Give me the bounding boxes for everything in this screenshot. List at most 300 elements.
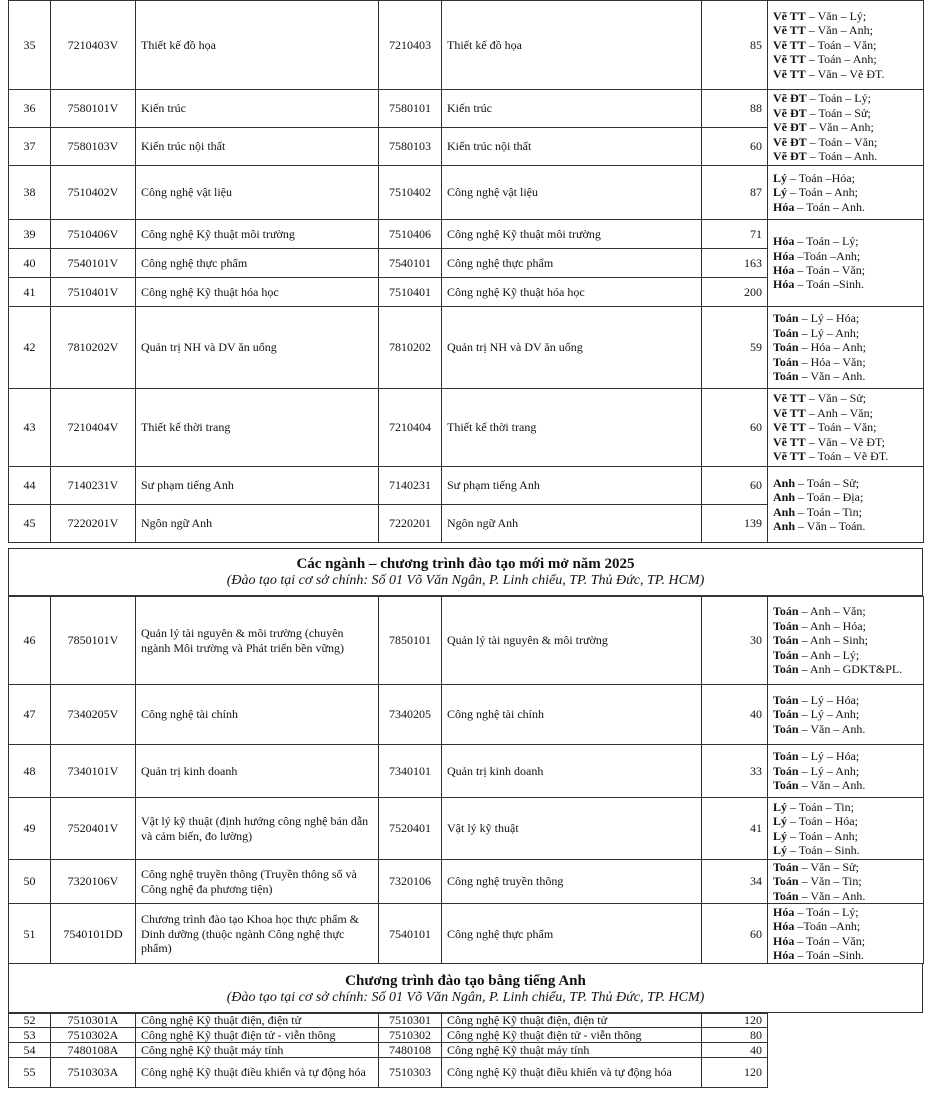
table-row <box>9 904 924 964</box>
combo-lead-subject: Hóa <box>773 904 795 919</box>
standard-major-code: 7210404 <box>379 389 442 467</box>
major-name: Công nghệ vật liệu <box>136 166 379 220</box>
combo-rest: –Toán –Anh; <box>794 248 861 263</box>
table-row <box>9 220 924 249</box>
table-row <box>9 1014 924 1028</box>
standard-major-name: Công nghệ thực phẩm <box>442 249 702 278</box>
standard-major-name: Kiến trúc <box>442 90 702 128</box>
combo-rest: – Toán – Anh; <box>787 185 858 200</box>
standard-major-name: Công nghệ tài chính <box>442 685 702 745</box>
row-number: 55 <box>9 1058 51 1088</box>
major-name: Vật lý kỹ thuật (định hướng công nghệ bán dẫn và cảm biến, đo lường) <box>136 798 379 860</box>
combo-lead-subject: Lý <box>773 799 788 814</box>
enrollment-quota: 88 <box>702 90 768 128</box>
combo-line <box>773 874 918 888</box>
combo-line <box>773 778 918 792</box>
major-name: Công nghệ thực phẩm <box>136 249 379 278</box>
row-number: 43 <box>9 389 51 467</box>
standard-major-code: 7320106 <box>379 860 442 904</box>
section-new-subheading: (Đào tạo tại cơ sở chính: Số 01 Võ Văn Ngân, P. Linh chiểu, TP. Thủ Đức, TP. HCM) <box>226 573 705 588</box>
table-row <box>9 467 924 505</box>
section-new-programs-header <box>8 548 923 596</box>
table-row <box>9 1058 924 1088</box>
combo-rest: – Toán – Văn; <box>805 420 877 435</box>
row-number: 46 <box>9 597 51 685</box>
table-row <box>9 1028 924 1043</box>
combo-line <box>773 106 918 120</box>
combo-lead-subject: Toán <box>773 604 799 619</box>
standard-major-code: 7340101 <box>379 745 442 798</box>
major-code: 7480108A <box>51 1043 136 1058</box>
combo-line <box>773 919 918 933</box>
row-number: 35 <box>9 1 51 90</box>
enrollment-quota: 85 <box>702 1 768 90</box>
combo-rest: – Văn – Anh. <box>798 888 866 903</box>
combo-lead-subject: Toán <box>773 749 799 764</box>
major-name: Chương trình đào tạo Khoa học thực phẩm & Dinh dưỡng (thuộc ngành Công nghệ thực phẩm) <box>136 904 379 964</box>
combo-rest: – Toán – Anh; <box>805 52 877 67</box>
enrollment-quota: 139 <box>702 505 768 543</box>
combo-lead-subject: Vẽ TT <box>773 449 806 464</box>
standard-major-code: 7480108 <box>379 1043 442 1058</box>
row-number: 53 <box>9 1028 51 1043</box>
combo-lead-subject: Vẽ ĐT <box>773 105 807 120</box>
major-code: 7580103V <box>51 128 136 166</box>
combo-rest: – Văn – Vẽ ĐT. <box>805 66 885 81</box>
major-code: 7320106V <box>51 860 136 904</box>
major-name: Thiết kế thời trang <box>136 389 379 467</box>
combo-lead-subject: Hóa <box>773 248 795 263</box>
combo-line <box>773 369 918 383</box>
row-number: 38 <box>9 166 51 220</box>
standard-major-name: Quản lý tài nguyên & môi trường <box>442 597 702 685</box>
section-new-heading: Các ngành – chương trình đào tạo mới mở năm 2025 <box>296 556 635 572</box>
combo-line <box>773 311 918 325</box>
subject-combinations <box>768 685 924 745</box>
table-row <box>9 307 924 389</box>
standard-major-code: 7220201 <box>379 505 442 543</box>
row-number: 45 <box>9 505 51 543</box>
table-row <box>9 1 924 90</box>
combo-line <box>773 905 918 919</box>
combo-line <box>773 91 918 105</box>
combo-line <box>773 435 918 449</box>
combo-line <box>773 648 918 662</box>
majors-table-part-1 <box>8 0 924 543</box>
standard-major-name: Công nghệ Kỹ thuật môi trường <box>442 220 702 249</box>
combo-line <box>773 764 918 778</box>
combo-line <box>773 934 918 948</box>
row-number: 40 <box>9 249 51 278</box>
combo-lead-subject: Toán <box>773 888 799 903</box>
combo-line <box>773 860 918 874</box>
combo-line <box>773 814 918 828</box>
combo-lead-subject: Toán <box>773 311 799 326</box>
combo-rest: – Hóa – Anh; <box>798 340 866 355</box>
combo-line <box>773 420 918 434</box>
standard-major-name: Công nghệ vật liệu <box>442 166 702 220</box>
combo-lead-subject: Hóa <box>773 234 795 249</box>
subject-combinations <box>768 90 924 166</box>
combo-line <box>773 800 918 814</box>
subject-combinations <box>768 904 924 964</box>
enrollment-quota: 60 <box>702 904 768 964</box>
table-row <box>9 685 924 745</box>
combo-line <box>773 406 918 420</box>
combo-rest: – Toán – Địa; <box>795 490 864 505</box>
major-name: Công nghệ Kỹ thuật máy tính <box>136 1043 379 1058</box>
combo-line <box>773 9 918 23</box>
combo-rest: – Văn – Anh. <box>798 721 866 736</box>
combo-rest: –Toán –Anh; <box>794 919 861 934</box>
combo-lead-subject: Anh <box>773 490 796 505</box>
combo-lead-subject: Hóa <box>773 199 795 214</box>
combo-lead-subject: Toán <box>773 692 799 707</box>
subject-combinations <box>768 220 924 307</box>
combo-line <box>773 722 918 736</box>
combo-line <box>773 449 918 463</box>
section-en-subheading: (Đào tạo tại cơ sở chính: Số 01 Võ Văn Ngân, P. Linh chiểu, TP. Thủ Đức, TP. HCM) <box>226 990 705 1005</box>
row-number: 44 <box>9 467 51 505</box>
combo-line <box>773 662 918 676</box>
combo-rest: – Hóa – Văn; <box>798 354 866 369</box>
section-en-heading: Chương trình đào tạo bằng tiếng Anh <box>345 973 586 989</box>
subject-combinations <box>768 307 924 389</box>
combo-rest: – Toán – Tin; <box>795 504 862 519</box>
combo-line <box>773 52 918 66</box>
combo-rest: – Toán – Văn; <box>806 134 878 149</box>
standard-major-code: 7510302 <box>379 1028 442 1043</box>
combo-lead-subject: Hóa <box>773 263 795 277</box>
combo-rest: – Anh – Văn; <box>805 405 873 420</box>
combo-lead-subject: Lý <box>773 185 788 200</box>
combo-line <box>773 619 918 633</box>
section-english-programs-header <box>8 963 923 1013</box>
combo-rest: – Toán – Lý; <box>794 234 859 249</box>
combo-rest: – Anh – Lý; <box>798 647 860 662</box>
combo-rest: – Toán – Văn; <box>794 263 866 277</box>
combo-lead-subject: Vẽ TT <box>773 420 806 435</box>
combo-line <box>773 23 918 37</box>
row-number: 37 <box>9 128 51 166</box>
table-row <box>9 166 924 220</box>
combo-rest: – Toán – Tin; <box>787 799 854 814</box>
row-number: 48 <box>9 745 51 798</box>
table-row <box>9 860 924 904</box>
combo-rest: – Toán – Sử; <box>806 105 871 120</box>
combo-line <box>773 171 918 185</box>
combo-line <box>773 135 918 149</box>
standard-major-name: Công nghệ thực phẩm <box>442 904 702 964</box>
enrollment-quota: 60 <box>702 389 768 467</box>
standard-major-name: Công nghệ Kỹ thuật điện tử - viễn thông <box>442 1028 702 1043</box>
major-name: Sư phạm tiếng Anh <box>136 467 379 505</box>
major-code: 7210404V <box>51 389 136 467</box>
combo-rest: – Toán –Sinh. <box>794 948 864 963</box>
combo-rest: – Toán – Lý; <box>806 91 871 106</box>
combo-line <box>773 948 918 962</box>
major-code: 7340205V <box>51 685 136 745</box>
major-code: 7540101V <box>51 249 136 278</box>
standard-major-name: Công nghệ Kỹ thuật điện, điện tử <box>442 1014 702 1028</box>
combo-rest: – Văn – Anh; <box>805 23 873 38</box>
major-code: 7510401V <box>51 278 136 307</box>
combo-line <box>773 633 918 647</box>
row-number: 54 <box>9 1043 51 1058</box>
combo-lead-subject: Toán <box>773 860 799 874</box>
combo-rest: – Toán – Văn; <box>794 933 866 948</box>
combo-lead-subject: Toán <box>773 763 799 778</box>
standard-major-code: 7520401 <box>379 798 442 860</box>
subject-combinations <box>768 166 924 220</box>
combo-lead-subject: Toán <box>773 874 799 889</box>
standard-major-name: Công nghệ Kỹ thuật hóa học <box>442 278 702 307</box>
major-code: 7510302A <box>51 1028 136 1043</box>
combo-lead-subject: Lý <box>773 170 788 185</box>
combo-rest: – Toán – Sử; <box>795 475 860 490</box>
combo-line <box>773 200 918 214</box>
combo-lead-subject: Anh <box>773 504 796 519</box>
major-code: 7340101V <box>51 745 136 798</box>
combo-lead-subject: Toán <box>773 721 799 736</box>
combo-line <box>773 843 918 857</box>
empty-cell <box>768 1028 924 1043</box>
combo-line <box>773 277 918 291</box>
major-name: Thiết kế đồ họa <box>136 1 379 90</box>
combo-rest: – Anh – Hóa; <box>798 618 866 633</box>
standard-major-name: Công nghệ truyền thông <box>442 860 702 904</box>
combo-lead-subject: Vẽ TT <box>773 391 806 406</box>
enrollment-quota: 41 <box>702 798 768 860</box>
enrollment-quota: 40 <box>702 685 768 745</box>
enrollment-quota: 60 <box>702 128 768 166</box>
subject-combinations <box>768 860 924 904</box>
combo-line <box>773 326 918 340</box>
combo-rest: – Văn – Tin; <box>798 874 862 889</box>
table-row <box>9 597 924 685</box>
major-code: 7140231V <box>51 467 136 505</box>
major-code: 7520401V <box>51 798 136 860</box>
enrollment-quota: 59 <box>702 307 768 389</box>
combo-rest: – Toán – Lý; <box>794 904 859 919</box>
enrollment-quota: 200 <box>702 278 768 307</box>
combo-rest: – Văn – Lý; <box>805 8 867 23</box>
combo-rest: – Lý – Anh; <box>798 325 860 340</box>
combo-line <box>773 149 918 163</box>
empty-cell <box>768 1014 924 1028</box>
major-code: 7510303A <box>51 1058 136 1088</box>
combo-line <box>773 391 918 405</box>
combo-lead-subject: Toán <box>773 354 799 369</box>
combo-lead-subject: Lý <box>773 828 788 843</box>
combo-line <box>773 120 918 134</box>
standard-major-name: Quản trị kinh doanh <box>442 745 702 798</box>
standard-major-code: 7580101 <box>379 90 442 128</box>
combo-line <box>773 707 918 721</box>
table-row <box>9 90 924 128</box>
combo-line <box>773 490 918 504</box>
standard-major-code: 7210403 <box>379 1 442 90</box>
combo-lead-subject: Toán <box>773 369 799 384</box>
standard-major-name: Thiết kế đồ họa <box>442 1 702 90</box>
combo-line <box>773 263 918 277</box>
table-row <box>9 1043 924 1058</box>
major-code: 7850101V <box>51 597 136 685</box>
enrollment-quota: 34 <box>702 860 768 904</box>
standard-major-name: Vật lý kỹ thuật <box>442 798 702 860</box>
subject-combinations <box>768 745 924 798</box>
standard-major-name: Công nghệ Kỹ thuật máy tính <box>442 1043 702 1058</box>
combo-lead-subject: Vẽ TT <box>773 8 806 23</box>
combo-rest: – Lý – Anh; <box>798 707 860 722</box>
major-code: 7510301A <box>51 1014 136 1028</box>
major-code: 7210403V <box>51 1 136 90</box>
major-name: Công nghệ truyền thông (Truyền thông số và Công nghệ đa phương tiện) <box>136 860 379 904</box>
combo-rest: – Toán –Sinh. <box>794 277 864 292</box>
combo-line <box>773 829 918 843</box>
combo-line <box>773 889 918 903</box>
major-name: Công nghệ Kỹ thuật điện, điện tử <box>136 1014 379 1028</box>
major-name: Công nghệ Kỹ thuật điều khiển và tự động hóa <box>136 1058 379 1088</box>
standard-major-code: 7540101 <box>379 904 442 964</box>
major-name: Công nghệ Kỹ thuật điện tử - viễn thông <box>136 1028 379 1043</box>
combo-line <box>773 340 918 354</box>
enrollment-quota: 87 <box>702 166 768 220</box>
row-number: 51 <box>9 904 51 964</box>
combo-lead-subject: Toán <box>773 647 799 662</box>
combo-lead-subject: Anh <box>773 475 796 490</box>
major-code: 7580101V <box>51 90 136 128</box>
combo-line <box>773 476 918 490</box>
combo-lead-subject: Vẽ TT <box>773 37 806 52</box>
combo-line <box>773 234 918 248</box>
combo-line <box>773 693 918 707</box>
empty-cell <box>768 1058 924 1088</box>
combo-lead-subject: Vẽ ĐT <box>773 149 807 164</box>
combo-lead-subject: Vẽ TT <box>773 52 806 67</box>
combo-line <box>773 185 918 199</box>
combo-rest: – Toán – Văn; <box>805 37 877 52</box>
enrollment-quota: 33 <box>702 745 768 798</box>
major-code: 7540101DD <box>51 904 136 964</box>
combo-rest: – Văn – Anh. <box>798 778 866 793</box>
combo-rest: – Văn – Toán. <box>795 518 866 533</box>
combo-lead-subject: Toán <box>773 662 799 677</box>
combo-rest: – Lý – Hóa; <box>798 749 860 764</box>
standard-major-code: 7580103 <box>379 128 442 166</box>
combo-lead-subject: Vẽ TT <box>773 66 806 81</box>
standard-major-code: 7810202 <box>379 307 442 389</box>
table-row <box>9 389 924 467</box>
combo-rest: – Toán – Hóa; <box>787 814 858 829</box>
empty-cell <box>768 1043 924 1058</box>
combo-line <box>773 38 918 52</box>
major-name: Công nghệ tài chính <box>136 685 379 745</box>
subject-combinations <box>768 467 924 543</box>
combo-lead-subject: Toán <box>773 633 799 648</box>
enrollment-quota: 120 <box>702 1014 768 1028</box>
combo-rest: – Văn – Anh. <box>798 369 866 384</box>
combo-rest: – Lý – Hóa; <box>798 692 860 707</box>
major-code: 7220201V <box>51 505 136 543</box>
major-name: Kiến trúc <box>136 90 379 128</box>
enrollment-quota: 60 <box>702 467 768 505</box>
standard-major-code: 7510301 <box>379 1014 442 1028</box>
enrollment-quota: 120 <box>702 1058 768 1088</box>
standard-major-code: 7140231 <box>379 467 442 505</box>
combo-lead-subject: Toán <box>773 325 799 340</box>
combo-lead-subject: Vẽ ĐT <box>773 120 807 135</box>
combo-line <box>773 519 918 533</box>
combo-lead-subject: Toán <box>773 340 799 355</box>
subject-combinations <box>768 798 924 860</box>
combo-rest: – Toán – Vẽ ĐT. <box>805 449 889 464</box>
major-name: Công nghệ Kỹ thuật môi trường <box>136 220 379 249</box>
standard-major-code: 7510406 <box>379 220 442 249</box>
row-number: 42 <box>9 307 51 389</box>
standard-major-code: 7510402 <box>379 166 442 220</box>
major-name: Công nghệ Kỹ thuật hóa học <box>136 278 379 307</box>
standard-major-name: Công nghệ Kỹ thuật điều khiển và tự động hóa <box>442 1058 702 1088</box>
standard-major-name: Quản trị NH và DV ăn uống <box>442 307 702 389</box>
row-number: 52 <box>9 1014 51 1028</box>
combo-lead-subject: Hóa <box>773 948 795 963</box>
combo-rest: – Lý – Hóa; <box>798 311 860 326</box>
row-number: 47 <box>9 685 51 745</box>
combo-lead-subject: Anh <box>773 518 796 533</box>
enrollment-quota: 40 <box>702 1043 768 1058</box>
combo-lead-subject: Vẽ TT <box>773 405 806 420</box>
combo-line <box>773 355 918 369</box>
standard-major-code: 7540101 <box>379 249 442 278</box>
combo-lead-subject: Lý <box>773 842 788 857</box>
combo-lead-subject: Vẽ TT <box>773 23 806 38</box>
major-name: Quản trị kinh doanh <box>136 745 379 798</box>
standard-major-code: 7850101 <box>379 597 442 685</box>
table-row <box>9 798 924 860</box>
enrollment-quota: 163 <box>702 249 768 278</box>
combo-lead-subject: Toán <box>773 618 799 633</box>
combo-rest: – Anh – Văn; <box>798 604 866 619</box>
combo-lead-subject: Hóa <box>773 919 795 934</box>
major-code: 7510406V <box>51 220 136 249</box>
combo-lead-subject: Toán <box>773 707 799 722</box>
combo-line <box>773 604 918 618</box>
subject-combinations <box>768 389 924 467</box>
combo-rest: – Văn – Vẽ ĐT; <box>805 434 886 449</box>
combo-lead-subject: Vẽ ĐT <box>773 91 807 106</box>
majors-table-part-3 <box>8 1013 924 1088</box>
standard-major-name: Sư phạm tiếng Anh <box>442 467 702 505</box>
subject-combinations <box>768 597 924 685</box>
enrollment-quota: 80 <box>702 1028 768 1043</box>
combo-line <box>773 749 918 763</box>
standard-major-code: 7510401 <box>379 278 442 307</box>
row-number: 39 <box>9 220 51 249</box>
combo-rest: – Toán – Anh. <box>806 149 878 164</box>
combo-lead-subject: Hóa <box>773 933 795 948</box>
combo-lead-subject: Hóa <box>773 277 795 292</box>
combo-rest: – Lý – Anh; <box>798 763 860 778</box>
combo-rest: – Toán –Hóa; <box>787 170 855 185</box>
major-name: Kiến trúc nội thất <box>136 128 379 166</box>
standard-major-name: Kiến trúc nội thất <box>442 128 702 166</box>
majors-table-part-2 <box>8 596 924 964</box>
row-number: 49 <box>9 798 51 860</box>
combo-lead-subject: Vẽ TT <box>773 434 806 449</box>
combo-line <box>773 249 918 263</box>
major-name: Quản lý tài nguyên & môi trường (chuyên ngành Môi trường và Phát triển bền vững) <box>136 597 379 685</box>
